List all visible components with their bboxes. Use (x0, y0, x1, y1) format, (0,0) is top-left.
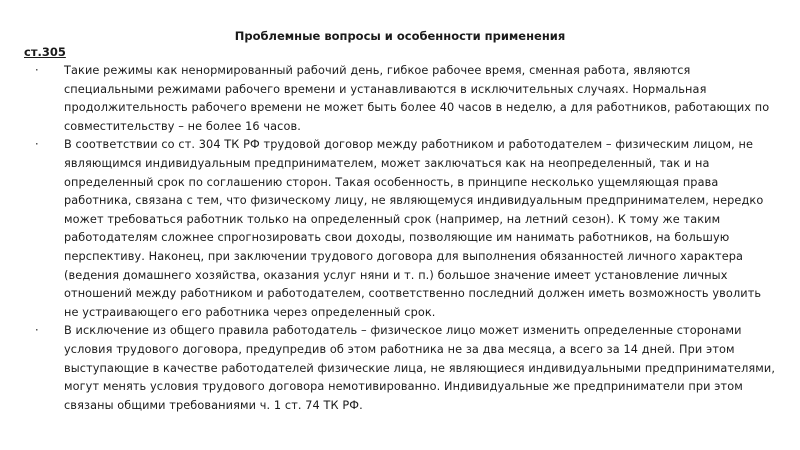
bullet-marker: · (35, 64, 39, 77)
bullet-marker: · (35, 138, 39, 152)
slide-title: Проблемные вопросы и особенности применения (234, 29, 566, 43)
bullet-item (24, 136, 776, 322)
bullet-item (24, 322, 776, 415)
bullet-text: В исключение из общего правила работодатель – физическое лицо может изменить определенные сторонами условия трудового договора, предупредив об этом работника не за два месяца, а всего за 14 дней. При этом выступающие в качестве работодателей физические лица, не являющиеся индивидуальными предпринимателями, могут менять условия трудового договора немотивированно. Индивидуальные же предприниматели при этом связаны общими требованиями ч. 1 ст. 74 ТК РФ. (64, 324, 776, 412)
bullet-marker: · (35, 324, 39, 338)
bullet-item (24, 62, 776, 136)
bullet-text: Такие режимы как ненормированный рабочий день, гибкое рабочее время, сменная работа, являются специальными режимами рабочего времени и устанавливаются в исключительных случаях. Нормальная продолжительность рабочего времени не может быть более 40 часов в неделю, а для работников, работающих по совместительству – не более 16 часов. (64, 64, 770, 133)
bullet-text: В соответствии со ст. 304 ТК РФ трудовой договор между работником и работодателем – физическим лицом, не являющимся индивидуальным предпринимателем, может заключаться как на неопределенный, так и на определенный срок по соглашению сторон. Такая особенность, в принципе несколько ущемляющая права работника, связана с тем, что физическому лицу, не являющемуся индивидуальным предпринимателем, нередко может требоваться работник только на определенный срок (например, на летний сезон). К тому же таким работодателям сложнее спрогнозировать свои доходы, позволяющие им нанимать работников, на большую перспективу. Наконец, при заключении трудового договора для выполнения обязанностей личного характера (ведения домашнего хозяйства, оказания услуг няни и т. п.) большое значение имеет установление личных отношений между работником и работодателем, соответственно последний должен иметь возможность уволить не устраивающего его работника через определенный срок. (64, 138, 764, 319)
bullet-list (24, 62, 776, 415)
article-reference: ст.305 (24, 45, 66, 59)
